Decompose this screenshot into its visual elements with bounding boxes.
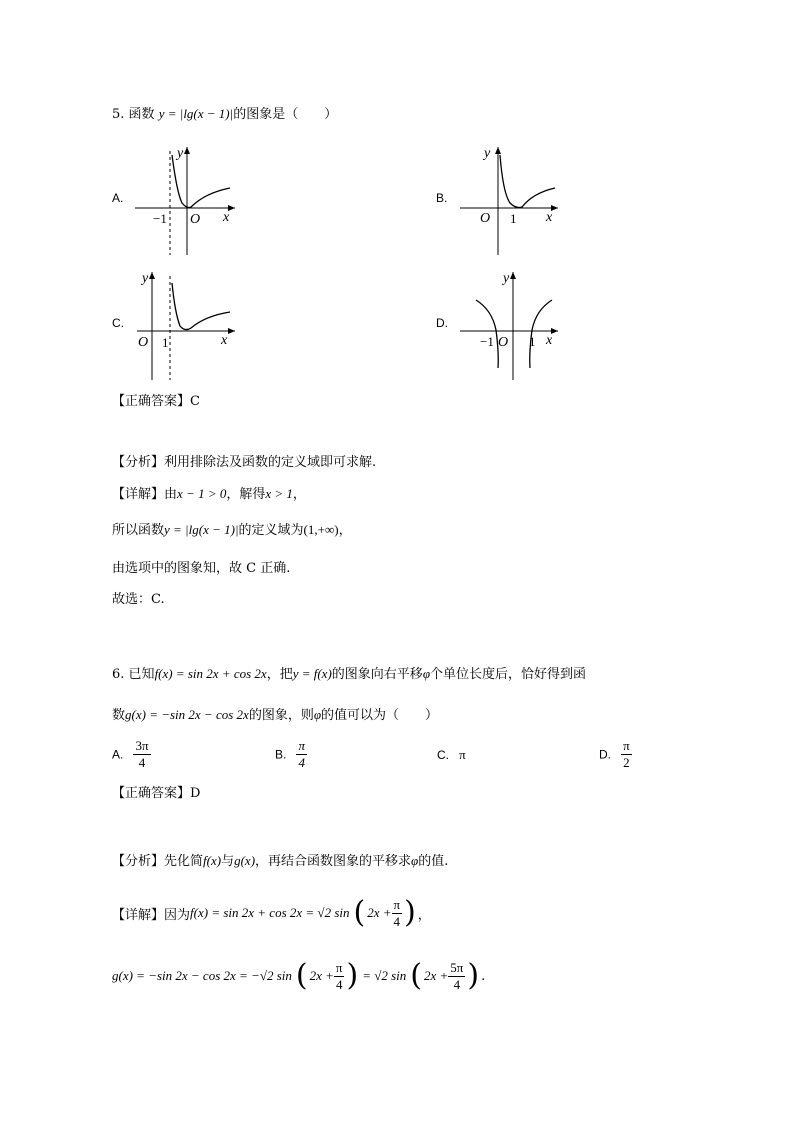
formula: g(x) = −sin 2x − cos 2x = −√2 sin <box>112 968 292 983</box>
tick-label: −1 <box>153 211 167 226</box>
curve <box>500 155 555 208</box>
y-axis-arrow <box>149 272 155 279</box>
analysis-text: 利用排除法及函数的定义域即可求解. <box>164 455 377 470</box>
numerator: π <box>298 738 305 753</box>
phi: φ <box>411 853 419 868</box>
detail-label: 【详解】 <box>112 907 165 923</box>
x-label: x <box>221 333 228 348</box>
y-label: y <box>177 146 184 161</box>
paren-right: ) <box>467 958 480 993</box>
text: 所以函数 <box>112 523 165 538</box>
x-label: x <box>546 333 553 348</box>
formula: = √2 sin <box>362 968 407 983</box>
y-label: y <box>142 271 149 286</box>
option-fraction <box>133 738 150 771</box>
formula: 2x + <box>424 968 449 983</box>
text: 个单位长度后，恰好得到函 <box>430 667 587 682</box>
denominator: 2 <box>623 755 630 770</box>
tick-label: 1 <box>510 211 517 226</box>
phi: φ <box>422 666 431 681</box>
q5-formula: y = |lg(x − 1)| <box>158 106 234 121</box>
formula: y = |lg(x − 1)| <box>164 522 239 537</box>
q5-detail-line-2 <box>112 520 352 541</box>
q5-detail-line-3: 由选项中的图象知，故 C 正确. <box>112 561 291 576</box>
x-axis-arrow <box>228 328 235 334</box>
q5-prefix: 函数 <box>128 107 155 122</box>
numerator: π <box>393 896 401 912</box>
curve <box>172 155 230 208</box>
paren-right: ) <box>346 958 359 993</box>
formula: f(x) = sin 2x + cos 2x <box>154 666 267 681</box>
numerator: 5π <box>450 959 464 975</box>
x-label: x <box>223 210 230 225</box>
q5-option-b-graph <box>458 143 563 258</box>
option-value: π <box>459 747 466 762</box>
q6-stem-line-2 <box>112 705 438 726</box>
denominator: 4 <box>393 913 401 929</box>
q5-analysis <box>112 453 376 473</box>
text: 已知 <box>128 667 155 682</box>
text: 的图象，则 <box>248 708 314 723</box>
text: ，把 <box>266 667 293 682</box>
formula: (1,+∞) <box>303 522 339 537</box>
formula: y = f(x) <box>292 666 332 681</box>
formula: g(x) = −sin 2x − cos 2x <box>125 707 249 722</box>
text: 与 <box>221 854 235 869</box>
text: 的值可以为（ ） <box>321 708 439 723</box>
paren-right: ) <box>404 895 416 930</box>
q6-detail-line-2 <box>112 956 485 996</box>
q5-answer <box>112 392 200 412</box>
q5-option-a-graph <box>135 143 240 258</box>
tick-label: 1 <box>162 335 169 350</box>
answer-label: 【正确答案】 <box>112 394 191 409</box>
q6-option-d <box>599 738 632 771</box>
y-axis-arrow <box>510 272 516 279</box>
formula: f(x) <box>203 853 222 868</box>
q5-stem <box>112 104 337 125</box>
tick-label-left: −1 <box>480 334 494 349</box>
formula: f(x) = sin 2x + cos 2x = √2 sin <box>190 905 350 920</box>
q5-option-c-graph <box>135 268 240 383</box>
text: . <box>481 968 486 984</box>
q6-option-a <box>112 738 151 771</box>
origin-label: O <box>138 335 149 350</box>
option-label: B. <box>275 747 287 762</box>
answer-value: D <box>190 786 201 801</box>
option-label: C. <box>437 748 449 762</box>
paren-left: ( <box>353 895 366 930</box>
paren-left: ( <box>410 958 422 993</box>
phi: φ <box>313 707 322 722</box>
q5-option-a-label: A. <box>112 191 124 205</box>
curve <box>172 283 230 330</box>
denominator: 4 <box>298 755 305 770</box>
paren-left: ( <box>295 958 308 993</box>
fraction <box>448 960 465 993</box>
origin-label: O <box>498 335 509 350</box>
q6-detail-line-1 <box>112 893 431 933</box>
text: 数 <box>112 708 126 723</box>
formula: x − 1 > 0 <box>177 486 227 501</box>
q5-suffix: 的图象是（ ） <box>233 107 338 122</box>
formula: 2x + <box>309 968 334 983</box>
q6-answer <box>112 784 200 804</box>
q5-detail-line-1 <box>112 484 306 505</box>
option-label: A. <box>112 747 124 762</box>
formula: 2x + <box>367 905 392 920</box>
text: 先化简 <box>164 854 204 869</box>
text: 的定义域为 <box>238 523 304 538</box>
fraction <box>392 897 403 930</box>
y-axis-arrow <box>495 147 501 154</box>
fraction <box>334 960 345 993</box>
origin-label: O <box>190 212 201 227</box>
q5-option-d-label: D. <box>436 316 448 330</box>
q5-detail-line-4: 故选：C. <box>112 592 165 607</box>
q5-number: 5. <box>112 107 125 122</box>
tick-label-right: 1 <box>529 334 536 349</box>
text: ， <box>417 907 431 923</box>
x-label: x <box>546 210 553 225</box>
formula: g(x) <box>234 853 256 868</box>
denominator: 4 <box>335 976 343 992</box>
numerator: 3π <box>135 738 149 753</box>
y-axis-arrow <box>184 147 190 154</box>
q5-option-d-graph <box>458 268 563 383</box>
denominator: 4 <box>138 755 146 770</box>
formula: x > 1 <box>265 486 293 501</box>
numerator: π <box>623 738 630 753</box>
q6-number: 6. <box>112 667 125 682</box>
q6-analysis <box>112 851 448 872</box>
text: ， <box>338 523 352 538</box>
q6-stem-line-1 <box>112 664 586 685</box>
denominator: 4 <box>453 976 461 992</box>
option-fraction <box>296 738 307 771</box>
text: ，解得 <box>226 487 266 502</box>
numerator: π <box>335 959 343 975</box>
q5-option-b-label: B. <box>436 191 448 205</box>
text: 的图象向右平移 <box>331 667 423 682</box>
option-label: D. <box>599 747 611 762</box>
q5-option-c-label: C. <box>112 316 124 330</box>
analysis-label: 【分析】 <box>112 854 165 869</box>
text: 由 <box>164 487 178 502</box>
answer-label: 【正确答案】 <box>112 786 191 801</box>
answer-value: C <box>190 394 200 409</box>
text: 的值. <box>418 854 449 869</box>
q6-option-b <box>275 738 307 771</box>
y-label: y <box>503 271 510 286</box>
y-label: y <box>484 146 491 161</box>
origin-label: O <box>480 211 491 226</box>
detail-label: 【详解】 <box>112 487 165 502</box>
analysis-label: 【分析】 <box>112 455 165 470</box>
text: 因为 <box>164 907 191 923</box>
option-fraction <box>621 738 632 771</box>
q6-option-c <box>437 747 466 763</box>
text: ， <box>292 487 306 502</box>
text: ，再结合函数图象的平移求 <box>255 854 412 869</box>
